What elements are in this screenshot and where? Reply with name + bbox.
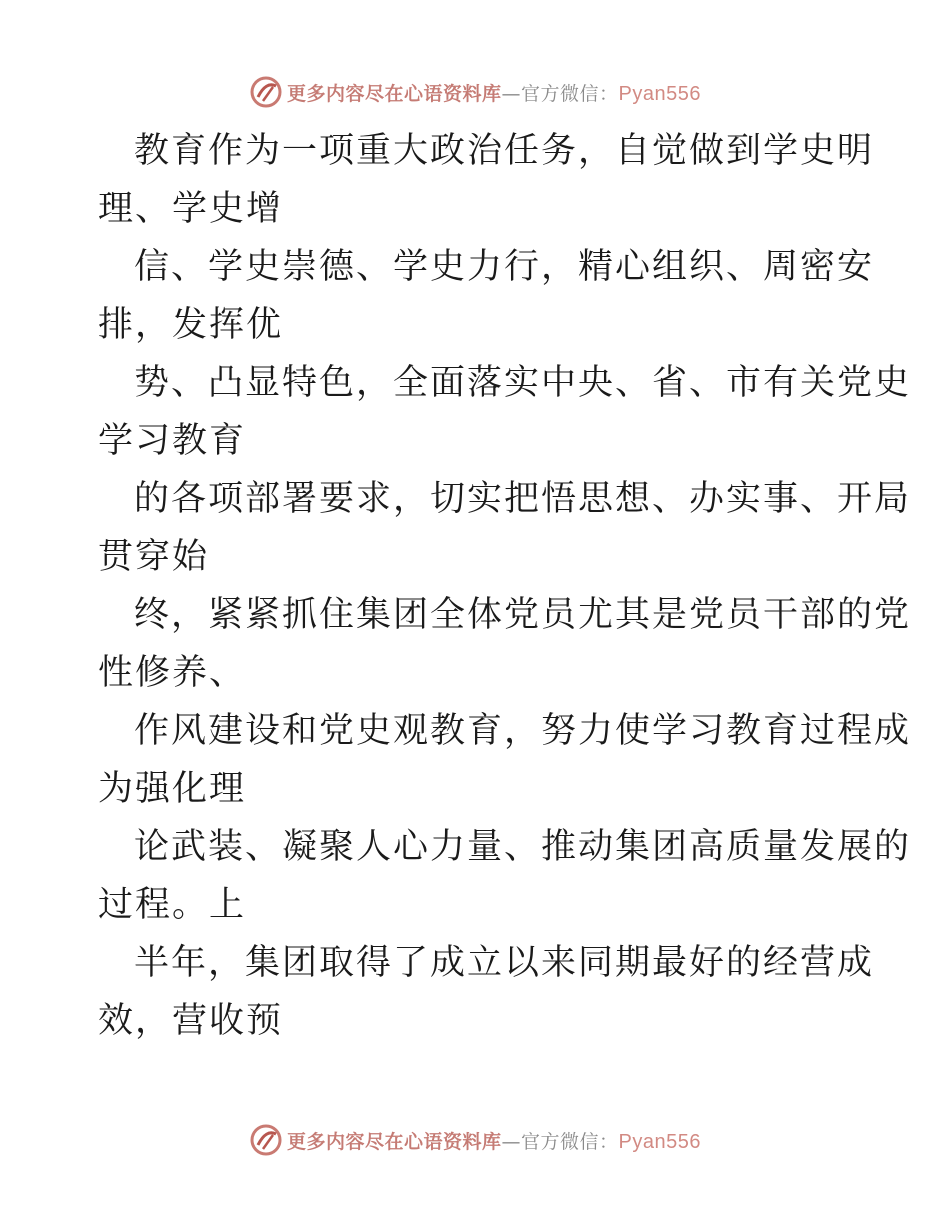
text-line: 论武装、凝聚人心力量、推动集团高质量发展的 <box>134 827 912 867</box>
banner-brand: 更多内容尽在心语资料库 <box>287 1130 502 1153</box>
text-line: 性修养、 <box>98 653 247 693</box>
text-line: 作风建设和党史观教育，努力使学习教育过程成 <box>134 711 912 751</box>
banner-label: 官方微信： <box>521 82 619 105</box>
text-line: 学习教育 <box>98 421 247 461</box>
text-line: 的各项部署要求，切实把悟思想、办实事、开局 <box>134 479 912 519</box>
logo-icon <box>249 75 283 109</box>
banner-dash: — <box>501 82 522 105</box>
text-line: 势、凸显特色，全面落实中央、省、市有关党史 <box>134 363 912 403</box>
banner-account: Pyan556 <box>618 82 701 105</box>
logo-icon <box>249 1123 283 1157</box>
text-line: 理、学史增 <box>98 189 284 229</box>
text-line: 贯穿始 <box>98 537 210 577</box>
footer-watermark <box>0 1120 950 1160</box>
text-line: 教育作为一项重大政治任务，自觉做到学史明 <box>134 131 875 171</box>
text-line: 半年，集团取得了成立以来同期最好的经营成 <box>134 943 875 983</box>
text-line: 效，营收预 <box>98 1001 284 1041</box>
header-watermark <box>0 72 950 112</box>
banner-brand: 更多内容尽在心语资料库 <box>287 82 502 105</box>
header-watermark-text <box>287 79 701 106</box>
text-line: 排，发挥优 <box>98 305 284 345</box>
text-line: 过程。上 <box>98 885 247 925</box>
banner-account: Pyan556 <box>618 1130 701 1153</box>
text-line: 终，紧紧抓住集团全体党员尤其是党员干部的党 <box>134 595 912 635</box>
footer-watermark-text <box>287 1127 701 1154</box>
text-line: 信、学史崇德、学史力行，精心组织、周密安 <box>134 247 875 287</box>
text-line: 为强化理 <box>98 769 247 809</box>
document-body <box>98 122 912 1050</box>
banner-label: 官方微信： <box>521 1130 619 1153</box>
banner-dash: — <box>501 1130 522 1153</box>
